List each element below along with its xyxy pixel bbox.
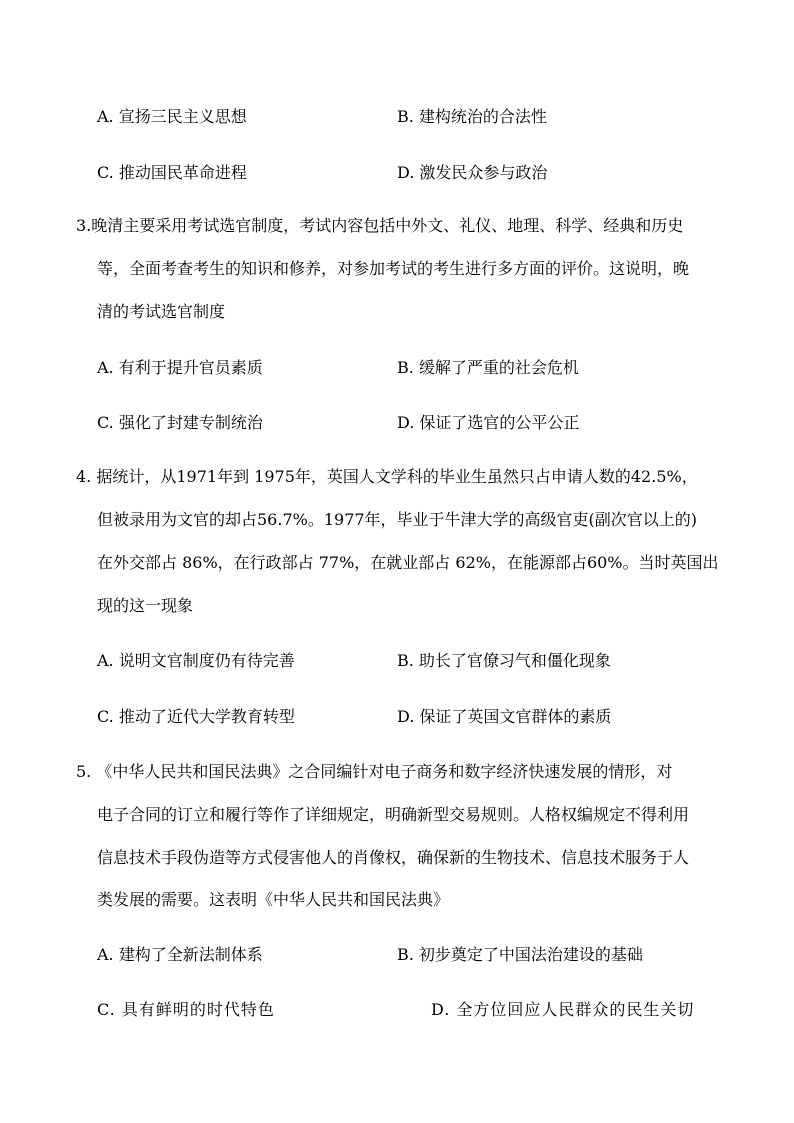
q3-option-b: B. 缓解了严重的社会危机: [397, 358, 579, 377]
q4-stem-line-1: 4. 据统计，从1971年到 1975年，英国人文学科的毕业生虽然只占申请人数的42.5%，: [76, 467, 698, 486]
q5-option-d: D. 全方位回应人民群众的民生关切: [431, 1000, 695, 1019]
q5-stem-line-1: 5. 《中华人民共和国民法典》之合同编针对电子商务和数字经济快速发展的情形，对: [76, 762, 673, 781]
q3-option-a: A. 有利于提升官员素质: [97, 358, 263, 377]
q5-stem-line-3: 信息技术手段伪造等方式侵害他人的肖像权，确保新的生物技术、信息技术服务于人: [97, 848, 690, 867]
q4-option-c: C. 推动了近代大学教育转型: [97, 707, 295, 726]
q3-stem-line-2: 等，全面考查考生的知识和修养，对参加考试的考生进行多方面的评价。这说明，晚: [97, 259, 690, 278]
q4-stem-line-3: 在外交部占 86%，在行政部占 77%，在就业部占 62%，在能源部占60%。当时英国出: [97, 553, 719, 572]
q2-option-a: A. 宣扬三民主义思想: [97, 107, 247, 126]
q3-stem-line-3: 清的考试选官制度: [97, 302, 226, 321]
q2-option-d: D. 激发民众参与政治: [397, 163, 548, 182]
q5-stem-line-2: 电子合同的订立和履行等作了详细规定，明确新型交易规则。人格权编规定不得利用: [97, 805, 690, 824]
q4-option-d: D. 保证了英国文官群体的素质: [397, 707, 612, 726]
q4-stem-line-4: 现的这一现象: [97, 596, 194, 615]
q3-stem-line-1: 3.晚清主要采用考试选官制度，考试内容包括中外文、礼仪、地理、科学、经典和历史: [76, 216, 684, 235]
q5-option-c: C. 具有鲜明的时代特色: [97, 1000, 275, 1019]
q2-option-b: B. 建构统治的合法性: [397, 107, 547, 126]
q3-option-d: D. 保证了选官的公平公正: [397, 413, 580, 432]
q4-option-a: A. 说明文官制度仍有待完善: [97, 651, 295, 670]
q5-option-a: A. 建构了全新法制体系: [97, 945, 263, 964]
q4-stem-line-2: 但被录用为文官的却占56.7%。1977年，毕业于牛津大学的高级官吏(副次官以上的): [97, 510, 698, 529]
q2-option-c: C. 推动国民革命进程: [97, 163, 247, 182]
q4-option-b: B. 助长了官僚习气和僵化现象: [397, 651, 611, 670]
q5-option-b: B. 初步奠定了中国法治建设的基础: [397, 945, 643, 964]
q3-option-c: C. 强化了封建专制统治: [97, 413, 263, 432]
q5-stem-line-4: 类发展的需要。这表明《中华人民共和国民法典》: [97, 890, 450, 909]
